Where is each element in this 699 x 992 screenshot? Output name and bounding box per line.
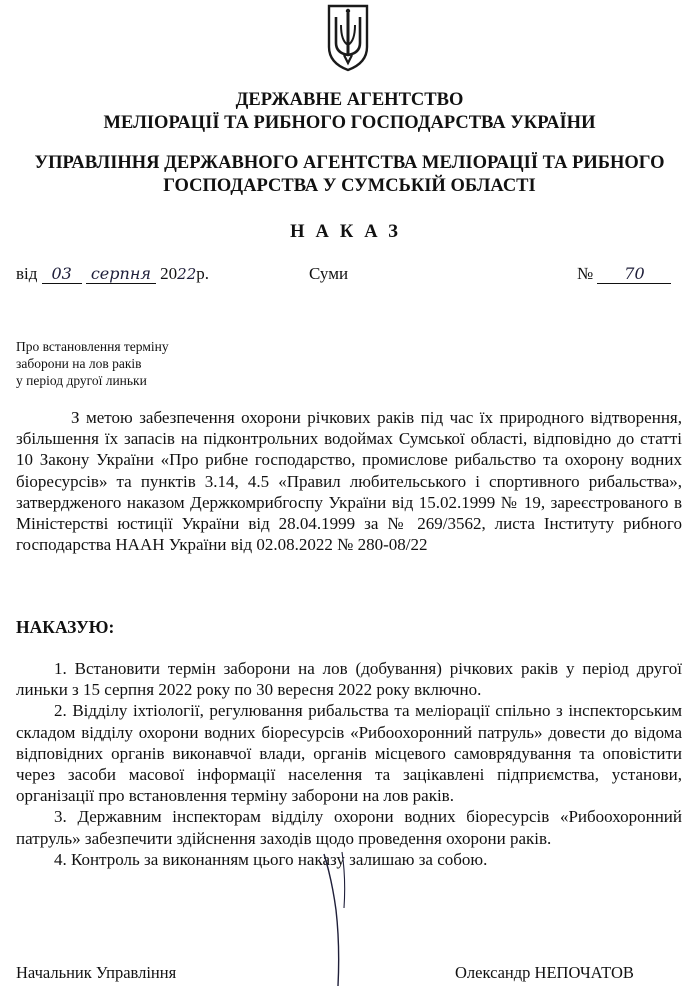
- order-item-2: 2. Відділу іхтіології, регулювання рибальства та меліорації спільно з інспекторським складом відділу охорони водних біоресурсів «Рибоохоронний патруль» довести до відома відповідних органів виконавчої влади, органів місцевого самоврядування та оповістити через засоби масової інформації населення та зацікавлені підприємства, установи, організації про встановлення терміну заборони на лов раків.: [16, 701, 682, 806]
- subject-line1: Про встановлення терміну: [16, 339, 169, 354]
- document-type-title: НАКАЗ: [290, 222, 409, 242]
- date-day-handwritten: 03: [42, 264, 82, 284]
- order-date: [16, 264, 209, 284]
- order-item-4: 4. Контроль за виконанням цього наказу залишаю за собою.: [54, 849, 488, 869]
- date-year-suffix: р.: [196, 264, 209, 283]
- order-items: [16, 658, 682, 870]
- order-word-heading: НАКАЗУЮ:: [16, 617, 115, 637]
- date-prefix: від: [16, 264, 38, 283]
- order-item-3: 3. Державним інспекторам відділу охорони водних біоресурсів «Рибоохоронний патруль» забезпечити здійснення заходів щодо проведення охорони раків.: [16, 807, 682, 848]
- signatory-position: Начальник Управління: [16, 963, 177, 982]
- signatory-name: Олександр НЕПОЧАТОВ: [455, 963, 634, 982]
- handwritten-signature-stroke-icon: [318, 850, 358, 990]
- order-item-1: 1. Встановити термін заборони на лов (добування) річкових раків у період другої линьки з 15 серпня 2022 року по 30 вересня 2022 року включно.: [16, 659, 682, 700]
- order-city: Суми: [309, 264, 349, 283]
- agency-name-line2: МЕЛІОРАЦІЇ ТА РИБНОГО ГОСПОДАРСТВА УКРАЇНИ: [103, 113, 596, 133]
- date-year-handwritten: 22: [177, 265, 197, 283]
- order-subject: [16, 338, 256, 389]
- preamble-paragraph: З метою забезпечення охорони річкових раків під час їх природного відтворення, збільшення їх запасів на підконтрольних водоймах Сумської області, відповідно до статті 10 Закону України «Про рибне господарство, промислове рибальство та охорону водних біоресурсів» та пунктів 3.14, 4.5 «Правил любительського і спортивного рибальства», затвердженого наказом Держкомрибгоспу України від 15.02.1999 № 19, зареєстрованого в Міністерстві юстиції України від 28.04.1999 за № 269/3562, листа Інституту рибного господарства НААН України від 02.08.2022 № 280-08/22: [16, 408, 682, 555]
- trident-emblem-icon: [326, 3, 370, 73]
- subject-line2: заборони на лов раків: [16, 356, 142, 371]
- date-month-handwritten: серпня: [86, 264, 156, 284]
- number-prefix: №: [577, 264, 594, 283]
- order-number: [577, 264, 671, 284]
- date-year-prefix: 20: [160, 264, 178, 283]
- department-name-line1: УПРАВЛІННЯ ДЕРЖАВНОГО АГЕНТСТВА МЕЛІОРАЦІЇ ТА РИБНОГО: [34, 153, 665, 173]
- department-name-line2: ГОСПОДАРСТВА У СУМСЬКІЙ ОБЛАСТІ: [163, 176, 536, 196]
- subject-line3: у період другої линьки: [16, 373, 147, 388]
- agency-name-line1: ДЕРЖАВНЕ АГЕНТСТВО: [235, 90, 464, 110]
- number-handwritten: 70: [597, 264, 671, 284]
